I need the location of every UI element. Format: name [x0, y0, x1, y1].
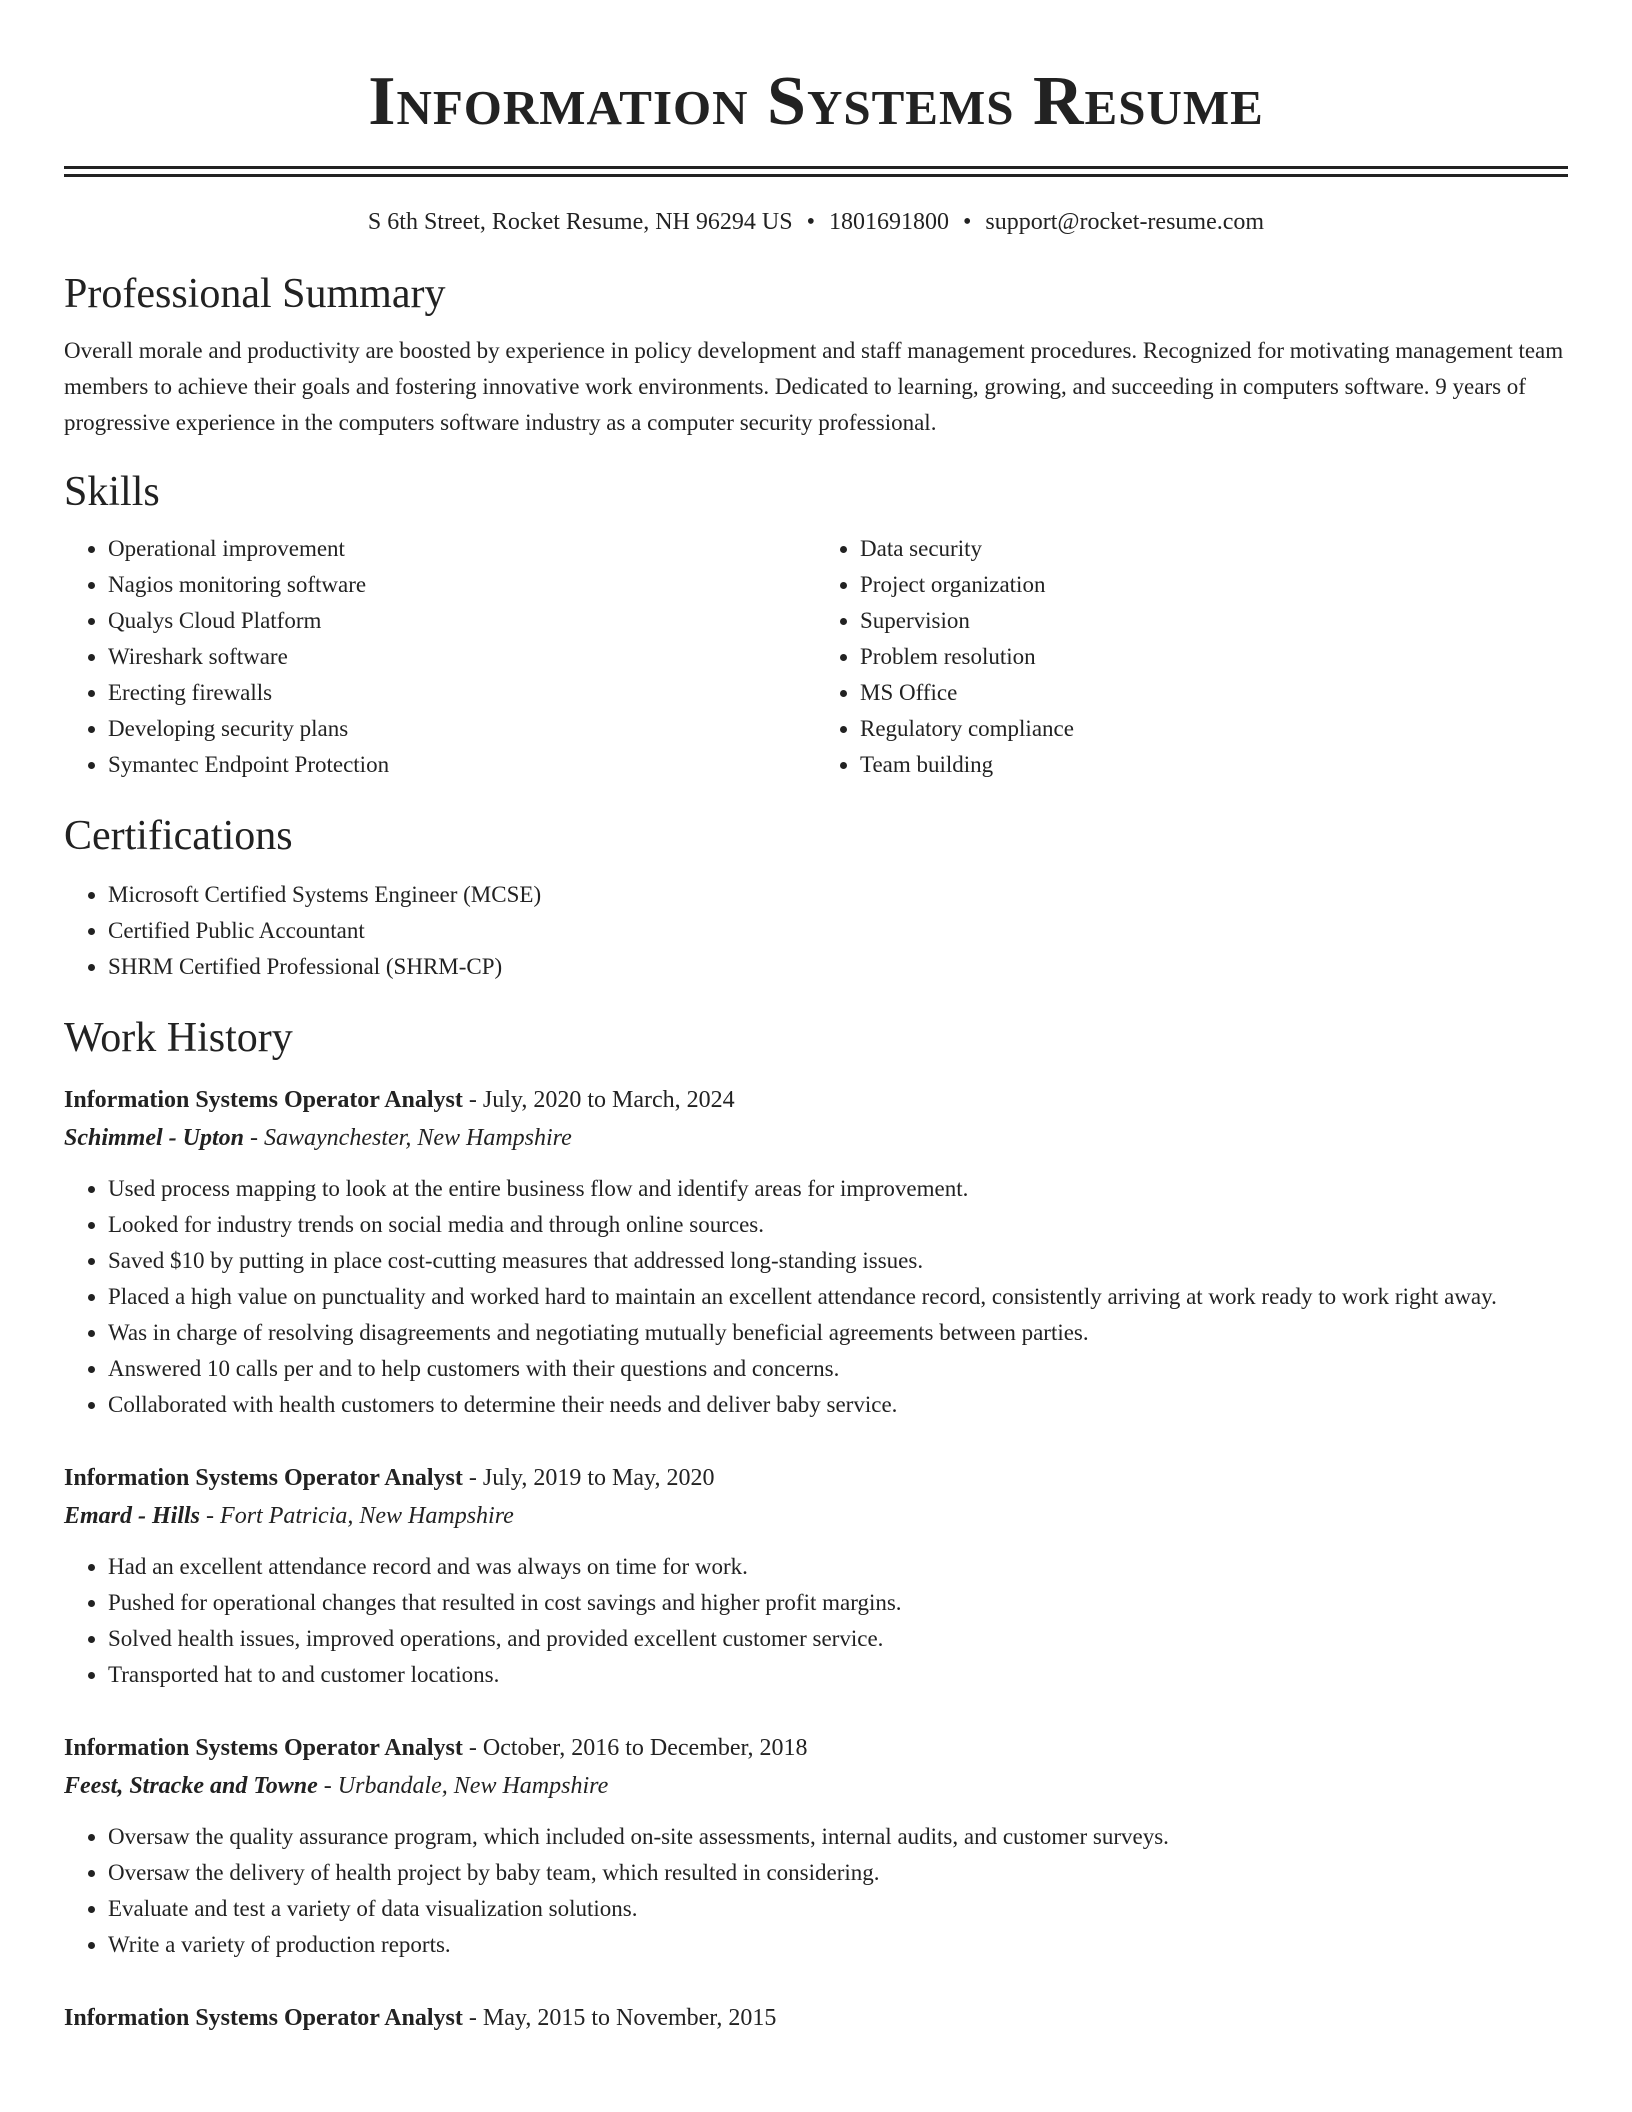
- certifications-heading: Certifications: [64, 813, 293, 859]
- skill-item: • Supervision: [860, 603, 1568, 639]
- job-bullet: • Looked for industry trends on social media and through online sources.: [108, 1207, 1568, 1243]
- job-dates: July, 2020 to March, 2024: [482, 1087, 735, 1113]
- job-bullet: • Pushed for operational changes that resulted in cost savings and higher profit margins.: [108, 1585, 1568, 1621]
- skill-item: • MS Office: [860, 675, 1568, 711]
- skill-item: • Project organization: [860, 567, 1568, 603]
- job-bullet: • Placed a high value on punctuality and worked hard to maintain an excellent attendance record, consistently arriving at work ready to work right away.: [108, 1279, 1568, 1315]
- skill-item: • Symantec Endpoint Protection: [108, 747, 816, 783]
- contact-line: [64, 205, 1568, 239]
- skill-item: • Regulatory compliance: [860, 711, 1568, 747]
- job-title: Information Systems Operator Analyst: [64, 1087, 463, 1113]
- skills-list-left: [64, 531, 816, 783]
- job-bullet: • Transported hat to and customer locations.: [108, 1657, 1568, 1693]
- resume-page: [64, 0, 1568, 2037]
- job-bullets: [64, 1819, 1568, 1963]
- certification-item: • Certified Public Accountant: [108, 913, 1568, 949]
- contact-separator: •: [962, 209, 972, 235]
- job-dates: October, 2016 to December, 2018: [482, 1735, 808, 1761]
- job-title: Information Systems Operator Analyst: [64, 1735, 463, 1761]
- skill-item: • Problem resolution: [860, 639, 1568, 675]
- job-bullets: [64, 1171, 1568, 1423]
- job-company-line: [64, 1497, 1568, 1535]
- title-double-rule: [64, 166, 1568, 177]
- job-dates: May, 2015 to November, 2015: [482, 2005, 777, 2031]
- job-title: Information Systems Operator Analyst: [64, 2005, 463, 2031]
- summary-text: Overall morale and productivity are boosted by experience in policy development and staff management procedures. Recognized for motivating management team members to achieve their goals and fostering innovative work environments. Dedicated to learning, growing, and succeeding in computers software. 9 years of progressive experience in the computers software industry as a computer security professional.: [64, 338, 1564, 435]
- work-history-heading: Work History: [64, 1015, 293, 1061]
- skill-item: • Operational improvement: [108, 531, 816, 567]
- job-entry: [64, 1729, 1568, 1963]
- skills-list-right: [816, 531, 1568, 783]
- skills-heading: Skills: [64, 469, 160, 515]
- job-location: Fort Patricia, New Hampshire: [220, 1503, 514, 1529]
- skills-columns: [64, 531, 1568, 783]
- job-bullet: • Evaluate and test a variety of data visualization solutions.: [108, 1891, 1568, 1927]
- skill-item: • Developing security plans: [108, 711, 816, 747]
- job-bullet: • Answered 10 calls per and to help customers with their questions and concerns.: [108, 1351, 1568, 1387]
- job-dash: -: [462, 1735, 483, 1761]
- job-title-line: [64, 1081, 1568, 1119]
- job-title: Information Systems Operator Analyst: [64, 1465, 463, 1491]
- job-company-line: [64, 1119, 1568, 1157]
- job-bullet: • Solved health issues, improved operations, and provided excellent customer service.: [108, 1621, 1568, 1657]
- job-title-line: [64, 1729, 1568, 1767]
- job-entry: [64, 1081, 1568, 1423]
- skill-item: • Erecting firewalls: [108, 675, 816, 711]
- job-bullet: • Used process mapping to look at the entire business flow and identify areas for improvement.: [108, 1171, 1568, 1207]
- skill-item: • Team building: [860, 747, 1568, 783]
- skill-item: • Wireshark software: [108, 639, 816, 675]
- contact-separator: •: [806, 209, 815, 235]
- job-bullet: • Saved $10 by putting in place cost-cutting measures that addressed long-standing issues.: [108, 1243, 1568, 1279]
- job-bullets: [64, 1549, 1568, 1693]
- job-dash: -: [462, 2005, 483, 2031]
- certifications-list: [64, 877, 1568, 985]
- certification-item: • SHRM Certified Professional (SHRM-CP): [108, 949, 1568, 985]
- job-company: Schimmel - Upton: [64, 1125, 245, 1151]
- job-company: Feest, Stracke and Towne: [64, 1773, 318, 1799]
- job-bullet: • Had an excellent attendance record and was always on time for work.: [108, 1549, 1568, 1585]
- resume-title: Information Systems Resume: [368, 63, 1264, 140]
- job-bullet: • Oversaw the quality assurance program, which included on-site assessments, internal audits, and customer surveys.: [108, 1819, 1568, 1855]
- contact-address: S 6th Street, Rocket Resume, NH 96294 US: [367, 209, 793, 235]
- skill-item: • Nagios monitoring software: [108, 567, 816, 603]
- job-title-line: [64, 1459, 1568, 1497]
- job-location: Urbandale, New Hampshire: [337, 1773, 609, 1799]
- job-company-line: [64, 1767, 1568, 1805]
- job-dash: -: [462, 1087, 483, 1113]
- contact-email: support@rocket-resume.com: [985, 209, 1265, 235]
- job-bullet: • Was in charge of resolving disagreements and negotiating mutually beneficial agreements between parties.: [108, 1315, 1568, 1351]
- job-entry: [64, 1459, 1568, 1693]
- skill-item: • Qualys Cloud Platform: [108, 603, 816, 639]
- job-location: Sawaynchester, New Hampshire: [264, 1125, 572, 1151]
- job-dash: -: [317, 1773, 338, 1799]
- skill-item: • Data security: [860, 531, 1568, 567]
- job-title-line: [64, 1999, 1568, 2037]
- job-bullet: • Oversaw the delivery of health project by baby team, which resulted in considering.: [108, 1855, 1568, 1891]
- job-bullet: • Write a variety of production reports.: [108, 1927, 1568, 1963]
- job-company: Emard - Hills: [64, 1503, 201, 1529]
- job-dates: July, 2019 to May, 2020: [482, 1465, 715, 1491]
- job-dash: -: [462, 1465, 483, 1491]
- certification-item: • Microsoft Certified Systems Engineer (MCSE): [108, 877, 1568, 913]
- job-entry-partial: [64, 1999, 1568, 2037]
- job-dash: -: [244, 1125, 265, 1151]
- summary-heading: Professional Summary: [64, 271, 446, 317]
- contact-phone: 1801691800: [828, 209, 949, 235]
- job-dash: -: [200, 1503, 221, 1529]
- job-bullet: • Collaborated with health customers to determine their needs and deliver baby service.: [108, 1387, 1568, 1423]
